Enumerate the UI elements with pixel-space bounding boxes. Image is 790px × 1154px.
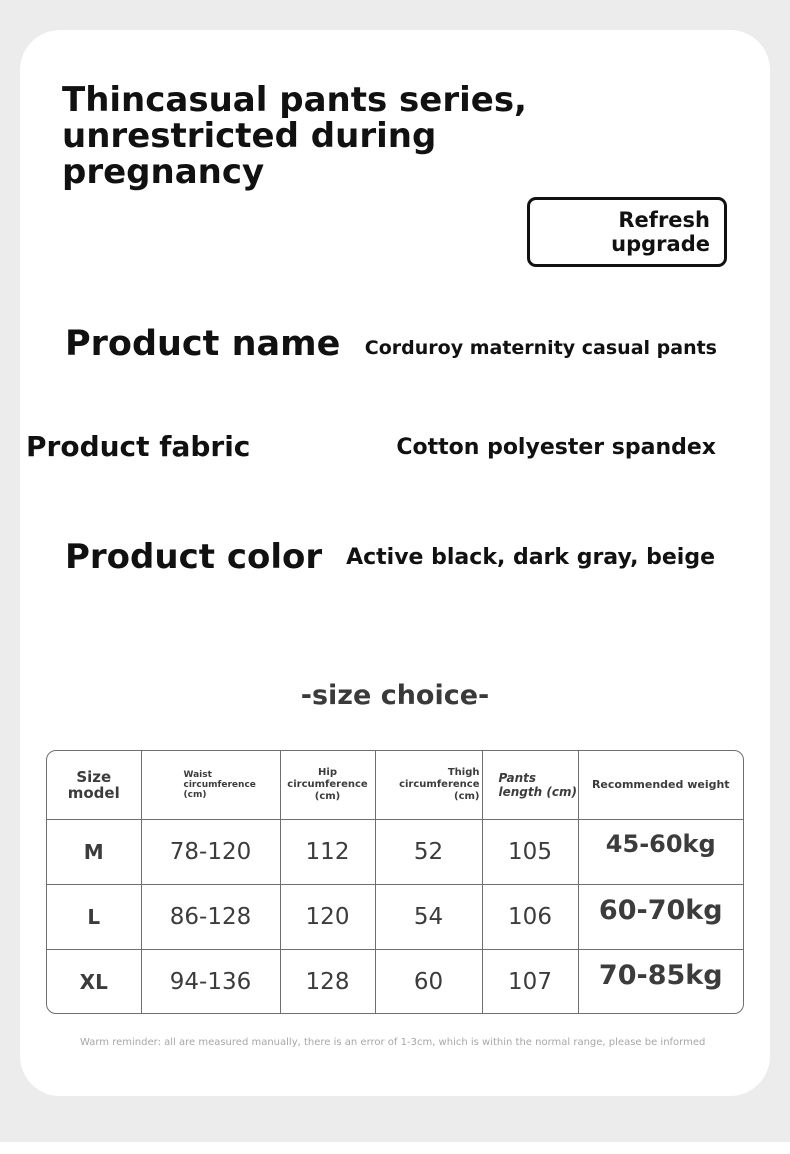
header-length-line-1: Pants (498, 770, 537, 785)
cell-weight: 70-85kg (598, 959, 723, 991)
header-thigh (375, 751, 482, 819)
cell-thigh: 52 (375, 819, 482, 884)
cell-length: 107 (482, 949, 578, 1014)
header-size-line-2: model (67, 783, 120, 802)
header-waist-line-1: Waist (183, 769, 212, 780)
product-color-value: Active black, dark gray, beige (346, 545, 715, 570)
cell-weight: 45-60kg (578, 819, 743, 884)
badge-line-1: Refresh (618, 208, 710, 232)
size-choice-title: -size choice- (300, 680, 490, 711)
cell-waist: 94-136 (141, 949, 280, 1014)
table-row (47, 819, 743, 884)
header-length-line-2: length (cm) (498, 784, 577, 799)
headline-line-2: unrestricted during (62, 116, 437, 156)
cell-waist: 86-128 (141, 884, 280, 949)
product-color-label: Product color (65, 537, 323, 577)
cell-size: XL (47, 949, 141, 1014)
table-header-row (47, 751, 743, 819)
header-thigh-line-2: circumference (399, 778, 480, 790)
header-size-model (47, 751, 141, 819)
header-thigh-line-3: (cm) (454, 790, 480, 802)
header-pants-length (482, 751, 578, 819)
product-fabric-label: Product fabric (26, 430, 251, 463)
header-recommended-weight: Recommended weight (578, 751, 743, 819)
header-thigh-line-1: Thigh (447, 766, 480, 778)
headline-line-1: Thincasual pants series, (62, 80, 527, 120)
header-hip-line-2: circumference (287, 778, 368, 790)
cell-weight: 60-70kg (578, 884, 743, 949)
cell-length: 106 (482, 884, 578, 949)
product-name-label: Product name (65, 324, 341, 364)
product-fabric-value: Cotton polyester spandex (396, 435, 716, 460)
header-waist-line-3: (cm) (183, 789, 207, 800)
cell-size: M (47, 819, 141, 884)
product-name-value: Corduroy maternity casual pants (364, 337, 717, 359)
cell-hip: 120 (280, 884, 375, 949)
header-waist-line-2: circumference (183, 779, 256, 790)
size-table (46, 750, 744, 1014)
size-table-grid (47, 751, 743, 1014)
header-hip (280, 751, 375, 819)
headline-line-3: pregnancy (62, 152, 265, 192)
cell-thigh: 54 (375, 884, 482, 949)
table-row (47, 884, 743, 949)
cell-thigh: 60 (375, 949, 482, 1014)
warm-reminder: Warm reminder: all are measured manually, there is an error of 1-3cm, which is within the normal range, please be informed (80, 1037, 706, 1048)
headline (62, 82, 532, 190)
header-waist (141, 751, 280, 819)
header-hip-line-1: Hip (318, 766, 337, 778)
refresh-upgrade-badge (527, 197, 727, 267)
bottom-strip (0, 1142, 790, 1154)
cell-size: L (47, 884, 141, 949)
cell-length: 105 (482, 819, 578, 884)
badge-line-2: upgrade (611, 232, 710, 256)
table-row (47, 949, 743, 1014)
cell-hip: 128 (280, 949, 375, 1014)
cell-hip: 112 (280, 819, 375, 884)
header-hip-line-3: (cm) (314, 790, 341, 802)
cell-waist: 78-120 (141, 819, 280, 884)
header-size-line-1: Size (76, 767, 112, 786)
